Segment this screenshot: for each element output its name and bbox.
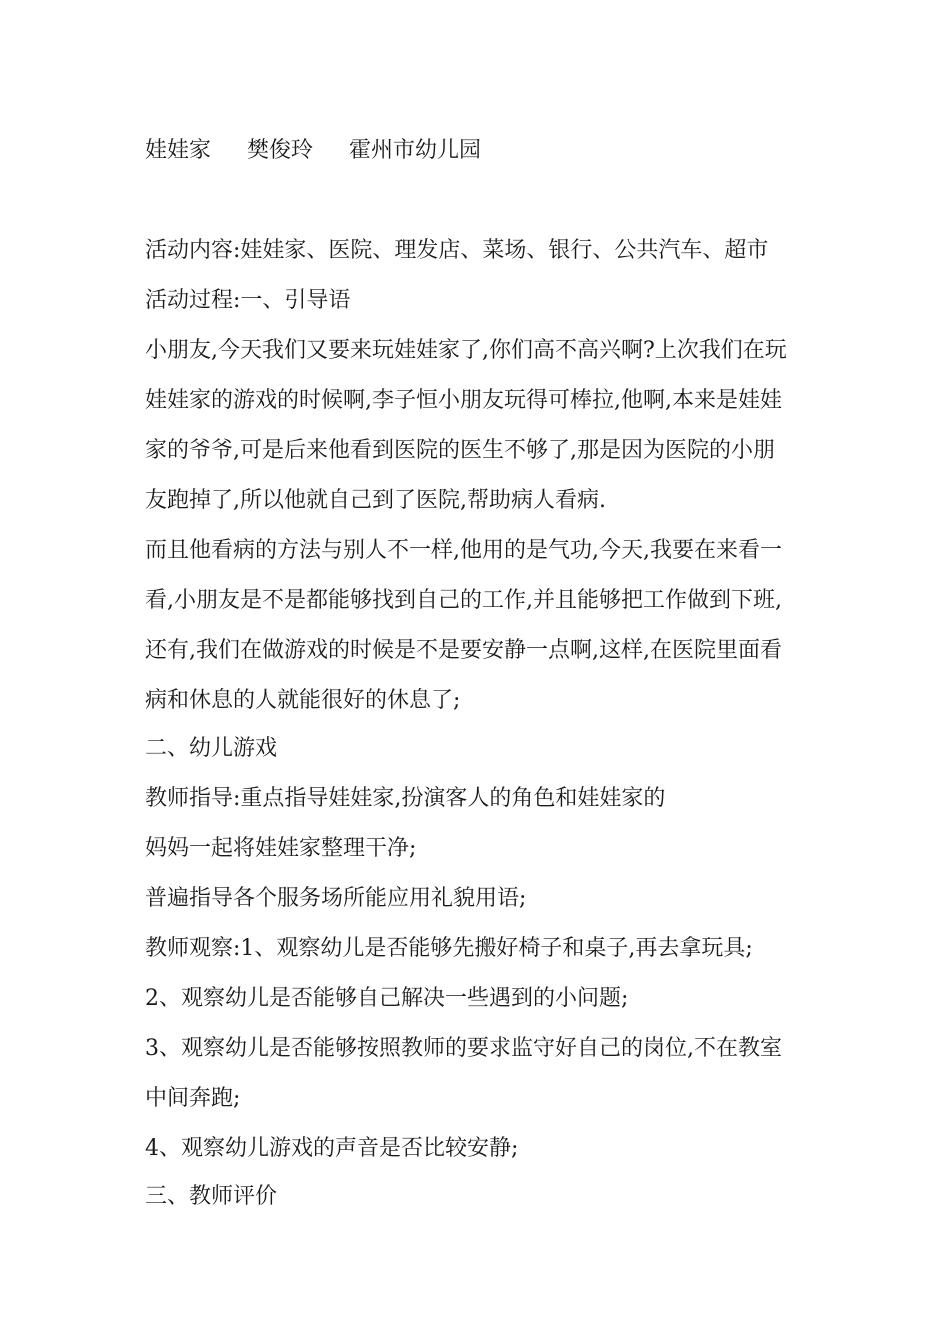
doc-school: 霍州市幼儿园 [349, 138, 482, 163]
paragraph-line: 2、观察幼儿是否能够自己解决一些遇到的小问题; [145, 986, 629, 1011]
paragraph-line: 3、观察幼儿是否能够按照教师的要求监守好自己的岗位,不在教室 [145, 1036, 782, 1061]
section-heading: 二、幼儿游戏 [145, 736, 278, 761]
paragraph-line: 普遍指导各个服务场所能应用礼貌用语; [145, 886, 527, 911]
paragraph-line: 教师观察:1、观察幼儿是否能够先搬好椅子和桌子,再去拿玩具; [145, 936, 753, 961]
paragraph-line: 还有,我们在做游戏的时候是不是要安静一点啊,这样,在医院里面看 [145, 638, 782, 663]
section-heading: 三、教师评价 [145, 1184, 278, 1209]
paragraph-line: 而且他看病的方法与别人不一样,他用的是气功,今天,我要在来看一 [145, 538, 782, 563]
paragraph-line: 教师指导:重点指导娃娃家,扮演客人的角色和娃娃家的 [145, 786, 666, 811]
paragraph-line: 病和休息的人就能很好的休息了; [145, 688, 461, 713]
document-header [145, 136, 825, 166]
paragraph-line: 小朋友,今天我们又要来玩娃娃家了,你们高不高兴啊?上次我们在玩 [145, 338, 787, 363]
paragraph-line: 娃娃家的游戏的时候啊,李子恒小朋友玩得可棒拉,他啊,本来是娃娃 [145, 388, 782, 413]
doc-title: 娃娃家 [145, 138, 212, 163]
doc-author: 樊俊玲 [247, 138, 314, 163]
paragraph-line: 家的爷爷,可是后来他看到医院的医生不够了,那是因为医院的小朋 [145, 438, 775, 463]
paragraph-line: 活动过程:一、引导语 [145, 288, 351, 313]
paragraph-line: 活动内容:娃娃家、医院、理发店、菜场、银行、公共汽车、超市 [145, 238, 769, 263]
paragraph-line: 中间奔跑; [145, 1086, 241, 1111]
paragraph-line: 4、观察幼儿游戏的声音是否比较安静; [145, 1136, 519, 1161]
paragraph-line: 友跑掉了,所以他就自己到了医院,帮助病人看病. [145, 488, 606, 513]
paragraph-line: 看,小朋友是不是都能够找到自己的工作,并且能够把工作做到下班, [145, 588, 782, 613]
paragraph-line: 妈妈一起将娃娃家整理干净; [145, 836, 417, 861]
